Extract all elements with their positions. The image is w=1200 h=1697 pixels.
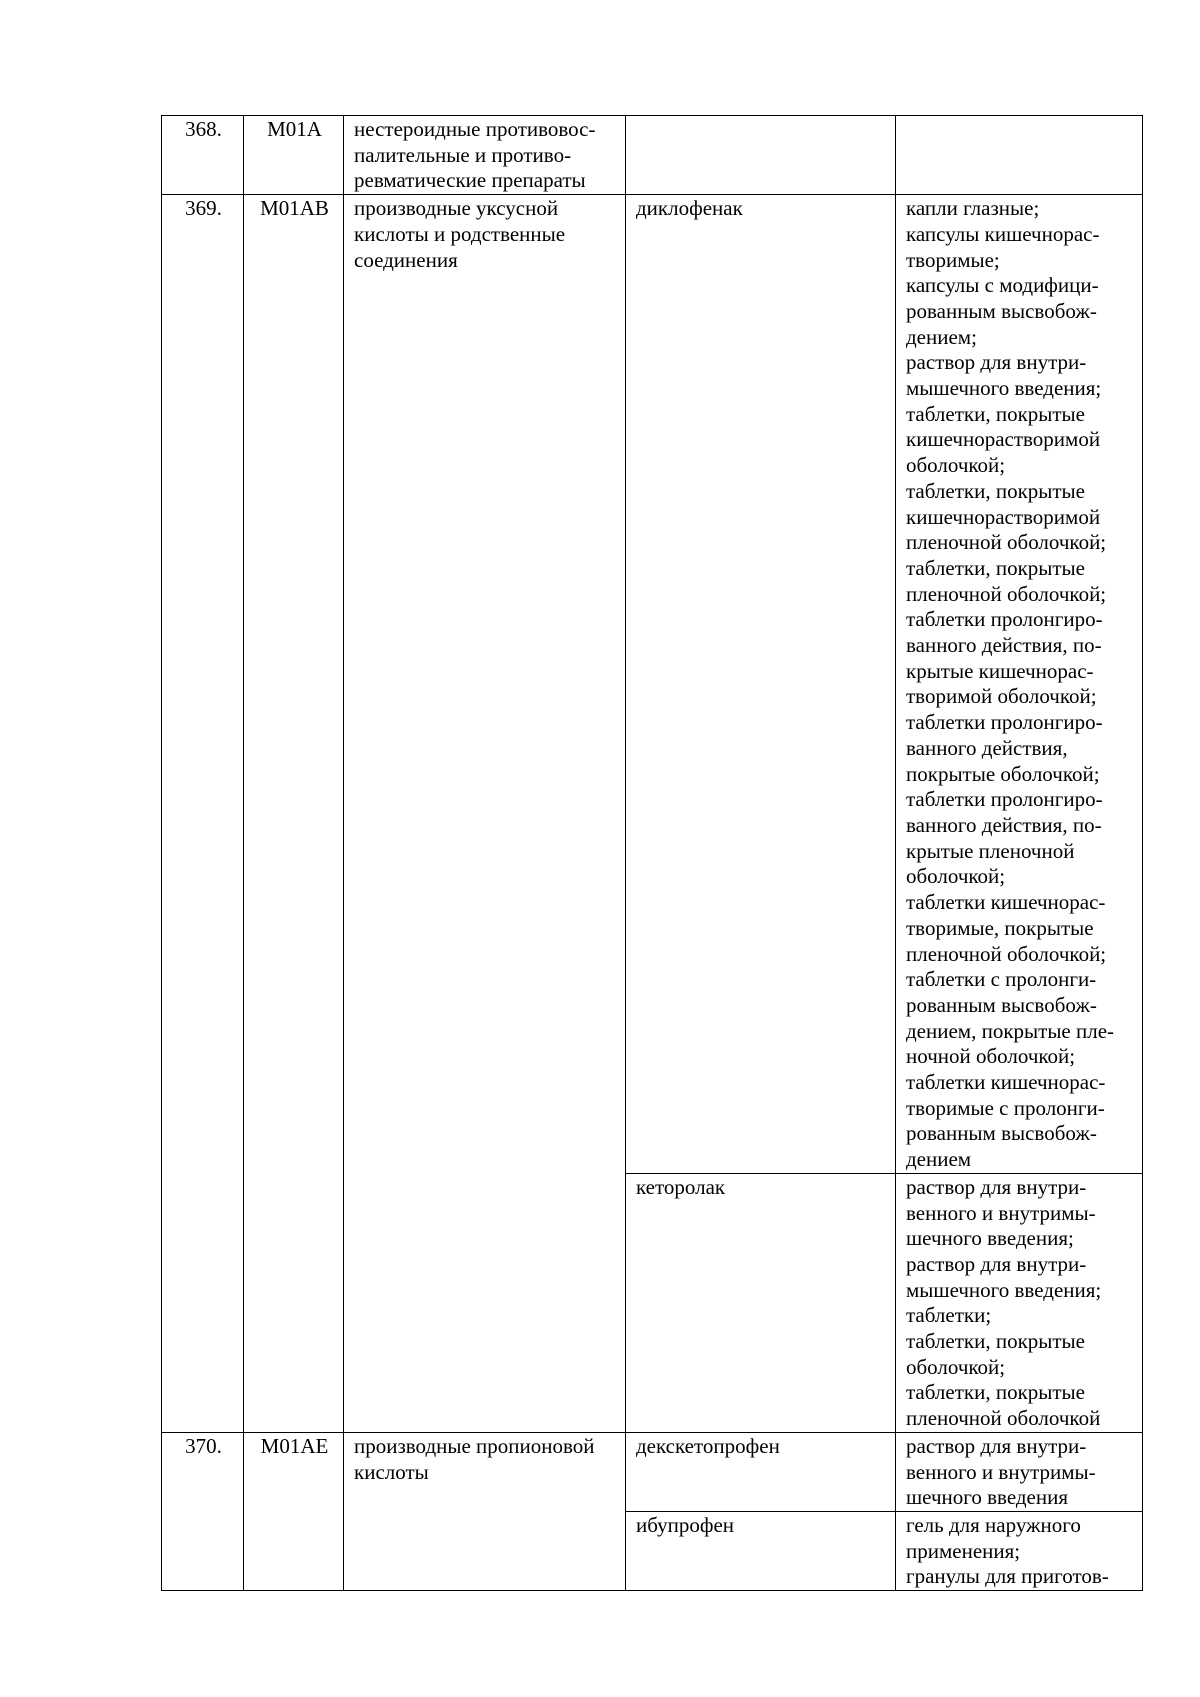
row-number: 370. [162,1432,244,1590]
dosage-forms: раствор для внутри- венного и внутримы- шечного введения [896,1432,1143,1511]
atc-group-name: производные пропионовой кислоты [344,1432,626,1590]
table-row [162,116,1143,195]
dosage-forms: раствор для внутри- венного и внутримы- шечного введения; раствор для внутри- мышечного введения; таблетки; таблетки, покрытые оболочкой; таблетки, покрытые пленочной оболочкой [896,1173,1143,1432]
atc-group-name: нестероидные противовос- палительные и противо- ревматические препараты [344,116,626,195]
row-number: 368. [162,116,244,195]
dosage-forms: капли глазные; капсулы кишечнорас- творимые; капсулы с модифици- рованным высвобож- дением; раствор для внутри- мышечного введения; таблетки, покрытые кишечнорастворимой оболочкой; таблетки, покрытые кишечнорастворимой пленочной оболочкой; таблетки, покрытые пленочной оболочкой; таблетки пролонгиро- ванного действия, по- крытые кишечнорас- творимой оболочкой; таблетки пролонгиро- ванного действия, покрытые оболочкой; таблетки пролонгиро- ванного действия, по- крытые пленочной оболочкой; таблетки кишечнорас- творимые, покрытые пленочной оболочкой; таблетки с пролонги- рованным высвобож- дением, покрытые пле- ночной оболочкой; таблетки кишечнорас- творимые с пролонги- рованным высвобож- дением [896,195,1143,1174]
atc-group-name: производные уксусной кислоты и родственные соединения [344,195,626,1433]
atc-code: M01AE [244,1432,344,1590]
dosage-forms [896,116,1143,195]
drug-name: диклофенак [626,195,896,1174]
dosage-forms: гель для наружного применения; гранулы для приготов- [896,1511,1143,1590]
drug-list-table [161,115,1143,1591]
drug-name: ибупрофен [626,1511,896,1590]
drug-name [626,116,896,195]
drug-name: декскетопрофен [626,1432,896,1511]
atc-code: M01AB [244,195,344,1433]
atc-code: M01A [244,116,344,195]
drug-name: кеторолак [626,1173,896,1432]
table-row [162,195,1143,1174]
row-number: 369. [162,195,244,1433]
table-row [162,1432,1143,1511]
